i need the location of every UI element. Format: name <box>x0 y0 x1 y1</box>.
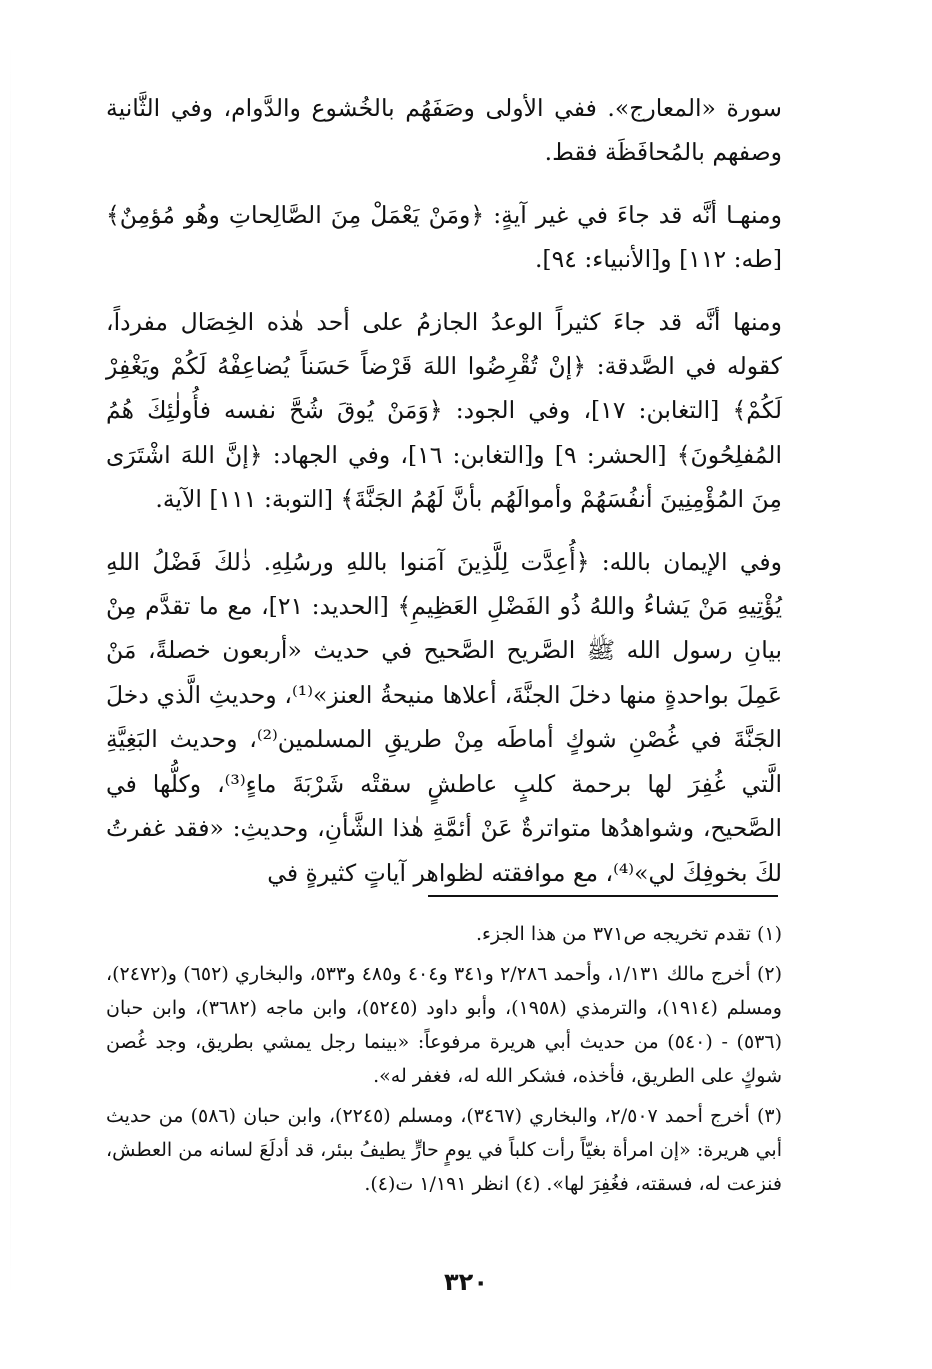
paragraph-1: سورة «المعارج». ففي الأولى وصَفَهُم بالخُشوع والدَّوام، وفي الثَّانية وصفهم بالمُحافَظَة فقط. <box>106 94 782 167</box>
paragraph-2: ومنهـا أنَّه قد جاءَ في غير آيةٍ: ﴿ومَنْ يَعْمَلْ مِنَ الصَّالِحاتِ وهُو مُؤمِنٌ﴾ [طه: ١١٢] و[الأنبياء: ٩٤]. <box>106 200 782 274</box>
footnote-separator <box>428 895 778 897</box>
footnote-3-4: (٣) أخرج أحمد ٢/٥٠٧، والبخاري (٣٤٦٧)، ومسلم (٢٢٤٥)، وابن حبان (٥٨٦) من حديث أبي هريرة: «إن امرأة بغيّاً رأت كلباً في يومٍ حارٍّ يطيفُ ببئر، قد أدلَعَ لسانه من العطش، فنزعت له، فسقته، فغُفِرَ لها». (٤) انظر ١/١٩١ ت(٤). <box>106 1105 783 1195</box>
page-number: ٣٢٠ <box>444 1268 488 1296</box>
main-text <box>106 86 782 895</box>
paragraph-4: وفي الإيمان بالله: ﴿أُعِدَّت لِلَّذِينَ آمَنوا باللهِ ورسُلِهِ. ذٰلكَ فَضْلُ اللهِ يُؤْتِيهِ مَنْ يَشاءُ واللهُ ذُو الفَضْلِ العَظِيمِ﴾ [الحديد: ٢١]، مع ما تقدَّم مِنْ بيانِ رسول الله ﷺ الصَّريح الصَّحيح في حديث «أربعون خصلةً، مَنْ عَمِلَ بواحدةٍ منها دخلَ الجنَّةَ، أعلاها منيحةُ العنز»⁽¹⁾، وحديثِ الَّذي دخلَ الجَنَّةَ في غُصْنِ شوكٍ أماطَه مِنْ طريقِ المسلمين⁽²⁾، وحديث البَغِيَّةِ الَّتي غُفِرَ لها برحمة كلبٍ عاطشٍ سقتْه شَرْبَةَ ماءٍ⁽³⁾، وكلُّها في الصَّحيح، وشواهدُها متواترةٌ عَنْ أئمَّةِ هٰذا الشَّأنِ، وحديثِ: «فقد غفرتُ لكَ بخوفِكَ لي»⁽⁴⁾، مع موافقته لظواهر آياتٍ كثيرةٍ في <box>106 547 783 887</box>
footnote-1: (١) تقدم تخريجه ص٣٧١ من هذا الجزء. <box>475 923 782 945</box>
footnote-2: (٢) أخرج مالك ١/١٣١، وأحمد ٢/٢٨٦ و٣٤١ و٤٠٤ و٤٨٥ و٥٣٣، والبخاري (٦٥٢) و(٢٤٧٢)، ومسلم (١٩١٤)، والترمذي (١٩٥٨)، وأبو داود (٥٢٤٥)، وابن ماجه (٣٦٨٢)، وابن حبان (٥٣٦) - (٥٤٠) من حديث أبي هريرة مرفوعاً: «بينما رجل يمشي بطريق، وجد غُصن شوكٍ على الطريق، فأخذه، فشكر الله له، فغفر له». <box>106 963 783 1087</box>
footnotes <box>106 917 782 1207</box>
scan-edge-shadow <box>10 40 11 1300</box>
paragraph-3: ومنها أنَّه قد جاءَ كثيراً الوعدُ الجازمُ على أحد هٰذه الخِصَال مفرداً، كقوله في الصَّدقة: ﴿إنْ تُقْرِضُوا اللهَ قَرْضاً حَسَناً يُضاعِفْهُ لَكُمْ ويَغْفِرْ لَكُمْ﴾ [التغابن: ١٧]، وفي الجود: ﴿وَمَنْ يُوقَ شُحَّ نفسه فأُولٰئِكَ هُمُ المُفلِحُونَ﴾ [الحشر: ٩] و[التغابن: ١٦]، وفي الجهاد: ﴿إنَّ اللهَ اشْتَرَى مِنَ المُؤْمِنِينَ أنفُسَهُمْ وأموالَهُم بأنَّ لَهُمُ الجَنَّةَ﴾ [التوبة: ١١١] الآية. <box>106 307 782 514</box>
